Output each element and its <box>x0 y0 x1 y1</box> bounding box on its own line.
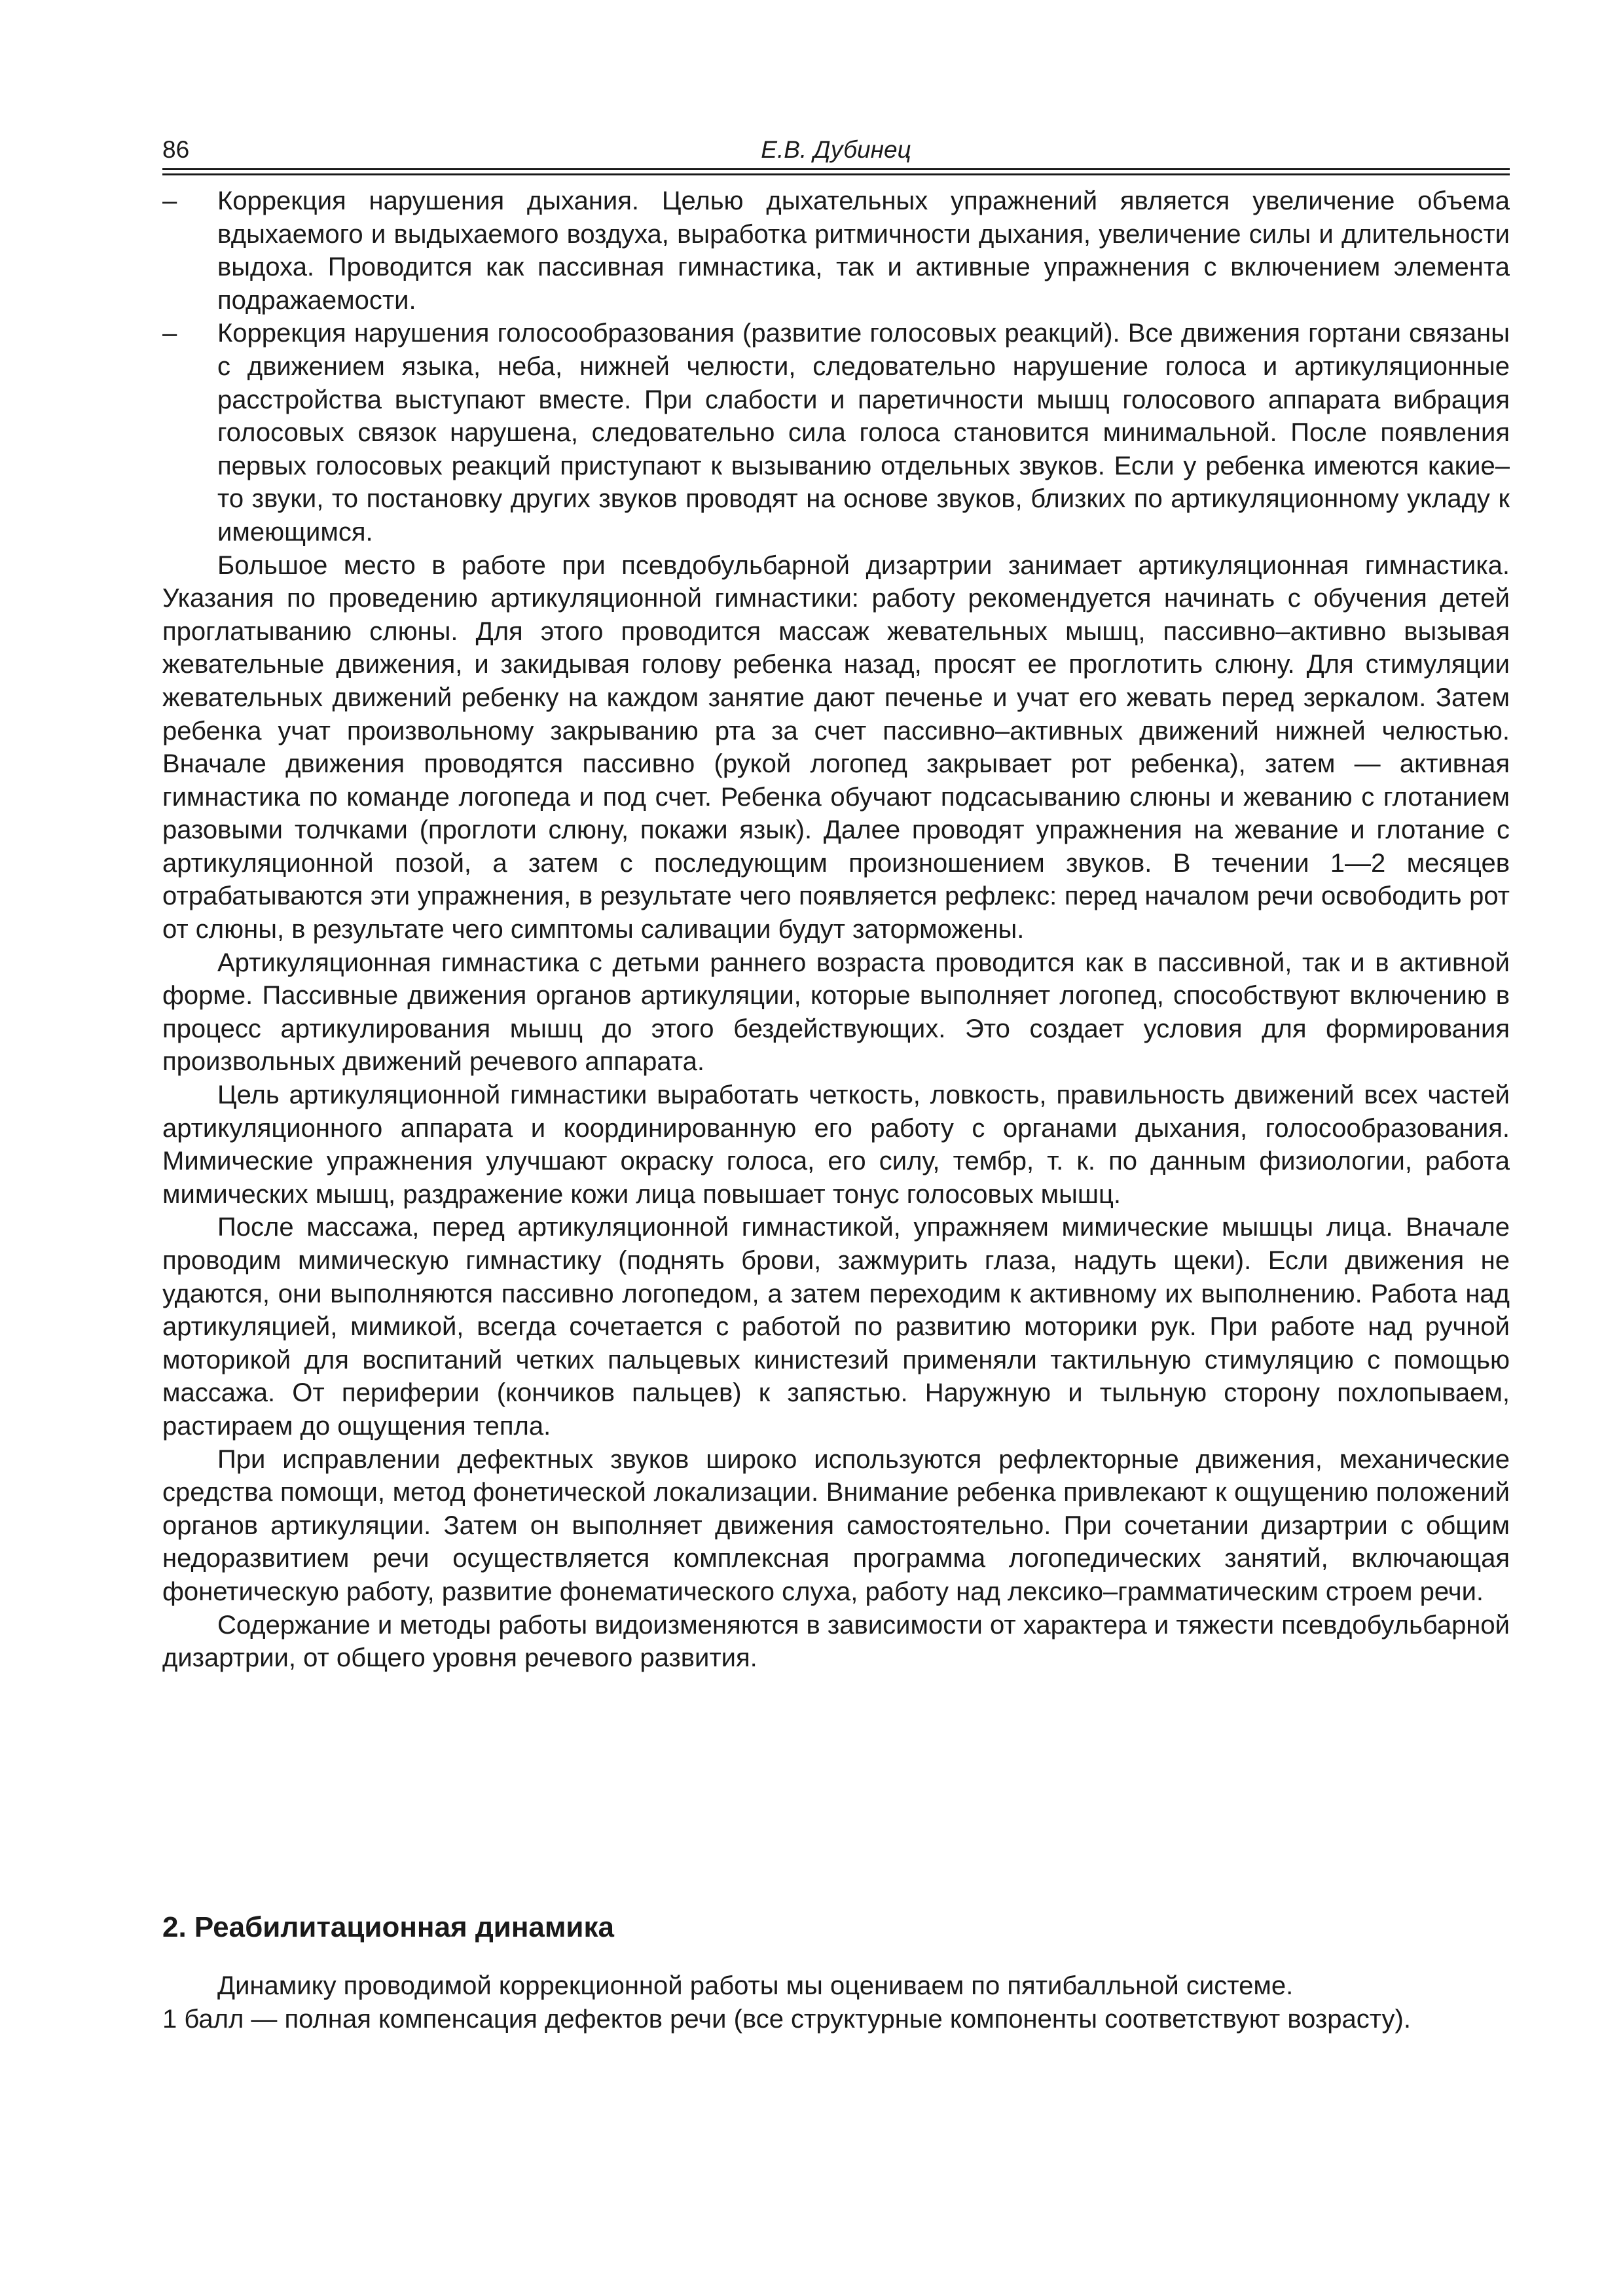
score-item: 1 балл — полная компенсация дефектов речи (все структурные компоненты соответствуют возрасту). <box>162 2004 1411 2034</box>
section-body <box>162 1969 1510 2036</box>
section-heading: 2. Реабилитационная динамика <box>162 1911 614 1943</box>
bullet-dash: – <box>162 319 177 348</box>
header-rule-top <box>162 168 1510 170</box>
running-head: Е.В. Дубинец <box>761 136 911 163</box>
bullet-text: Коррекция нарушения голосообразования (развитие голосовых реакций). Все движения гортани связаны с движением языка, неба, нижней челюсти, следовательно нарушение голоса и артикуляционные расстройства выступают вместе. При слабости и паретичности мышц голосового аппарата вибрация голосовых связок нарушена, следовательно сила голоса становится минимальной. После появления первых голосовых реакций приступают к вызыванию отдельных звуков. Если у ребенка имеются какие–то звуки, то постановку других звуков проводят на основе звуков, близких по артикуляционному укладу к имеющимся. <box>217 319 1510 547</box>
bullet-dash: – <box>162 187 177 215</box>
section-intro: Динамику проводимой коррекционной работы мы оцениваем по пятибалльной системе. <box>217 1971 1294 2000</box>
paragraph: Артикуляционная гимнастика с детьми раннего возраста проводится как в пассивной, так и в активной форме. Пассивные движения органов артикуляции, которые выполняет логопед, способствуют включению в процесс артикулирования мышц до этого бездействующих. Это создает условия для формирования произвольных движений речевого аппарата. <box>162 948 1510 1077</box>
paragraph: Содержание и методы работы видоизменяются в зависимости от характера и тяжести псевдобульбарной дизартрии, от общего уровня речевого развития. <box>162 1610 1510 1673</box>
paragraph: После массажа, перед артикуляционной гимнастикой, упражняем мимические мышцы лица. Вначале проводим мимическую гимнастику (поднять брови, зажмурить глаза, надуть щеки). Если движения не удаются, они выполняются пассивно логопедом, а затем переходим к активному их выполнению. Работа над артикуляцией, мимикой, всегда сочетается с работой по развитию моторики рук. При работе над ручной моторикой для воспитаний четких пальцевых кинистезий применяли тактильную стимуляцию с помощью массажа. От периферии (кончиков пальцев) к запястью. Наружную и тыльную сторону похлопываем, растираем до ощущения тепла. <box>162 1213 1510 1441</box>
bullet-text: Коррекция нарушения дыхания. Целью дыхательных упражнений является увеличение объема вдыхаемого и выдыхаемого воздуха, выработка ритмичности дыхания, увеличение силы и длительности выдоха. Проводится как пассивная гимнастика, так и активные упражнения с включением элемента подражаемости. <box>217 187 1510 315</box>
page-number: 86 <box>162 136 190 163</box>
header-rule-bottom <box>162 173 1510 175</box>
bullet-item-voice <box>162 317 1510 548</box>
bullet-item-breathing <box>162 185 1510 317</box>
paragraph: Большое место в работе при псевдобульбарной дизартрии занимает артикуляционная гимнастика. Указания по проведению артикуляционной гимнастики: работу рекомендуется начинать с обучения детей проглатыванию слюны. Для этого проводится массаж жевательных мышц, пассивно–активно вызывая жевательные движения, и закидывая голову ребенка назад, просят ее проглотить слюну. Для стимуляции жевательных движений ребенку на каждом занятие дают печенье и учат его жевать перед зеркалом. Затем ребенка учат произвольному закрыванию рта за счет пассивно–активных движений нижней челюстью. Вначале движения проводятся пассивно (рукой логопед закрывает рот ребенка), затем — активная гимнастика по команде логопеда и под счет. Ребенка обучают подсасыванию слюны и жеванию с глотанием разовыми толчками (проглоти слюну, покажи язык). Далее проводят упражнения на жевание и глотание с артикуляционной позой, а затем с последующим произношением звуков. В течении 1—2 месяцев отрабатываются эти упражнения, в результате чего появляется рефлекс: перед началом речи освободить рот от слюны, в результате чего симптомы саливации будут заторможены. <box>162 550 1510 944</box>
main-text <box>162 185 1510 1675</box>
page-header <box>162 136 1510 170</box>
paragraph: Цель артикуляционной гимнастики выработать четкость, ловкость, правильность движений всех частей артикуляционного аппарата и координированную его работу с органами дыхания, голосообразования. Мимические упражнения улучшают окраску голоса, его силу, тембр, т. к. по данным физиологии, работа мимических мышц, раздражение кожи лица повышает тонус голосовых мышц. <box>162 1081 1510 1209</box>
paragraph: При исправлении дефектных звуков широко используются рефлекторные движения, механические средства помощи, метод фонетической локализации. Внимание ребенка привлекают к ощущению положений органов артикуляции. Затем он выполняет движения самостоятельно. При сочетании дизартрии с общим недоразвитием речи осуществляется комплексная программа логопедических занятий, включающая фонетическую работу, развитие фонематического слуха, работу над лексико–грамматическим строем речи. <box>162 1444 1510 1606</box>
